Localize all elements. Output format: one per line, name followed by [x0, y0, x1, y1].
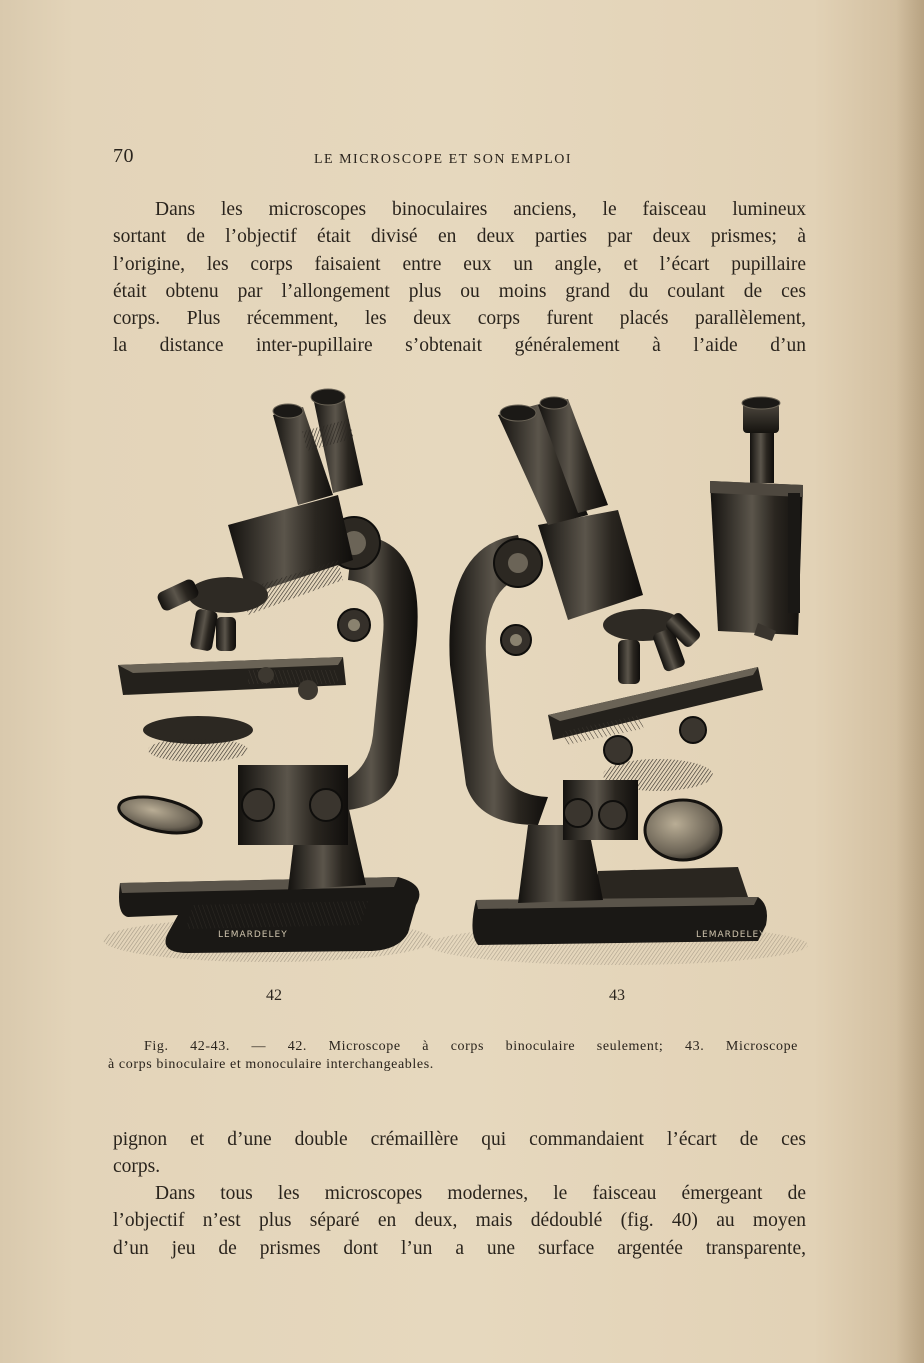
paragraph-line: corps. Plus récemment, les deux corps furent placés parallèlement,	[113, 308, 806, 330]
page-edge-shadow	[896, 0, 924, 1363]
paragraph-line: sortant de l’objectif était divisé en deux parties par deux prismes; à	[113, 226, 806, 248]
figure-caption	[108, 1038, 798, 1074]
microscope-42-drawing	[103, 389, 433, 962]
paragraph-line: d’un jeu de prismes dont l’un a une surface argentée transparente,	[113, 1237, 806, 1259]
paragraph-line: l’origine, les corps faisaient entre eux un angle, et l’écart pupillaire	[113, 253, 806, 275]
paragraph-line: l’objectif n’est plus séparé en deux, mais dédoublé (fig. 40) au moyen	[113, 1210, 806, 1232]
paragraph-line: Dans les microscopes binoculaires anciens, le faisceau lumineux	[155, 199, 806, 220]
paragraph-line: la distance inter-pupillaire s’obtenait généralement à l’aide d’un	[113, 335, 806, 357]
paragraph-line: Dans tous les microscopes modernes, le faisceau émergeant de	[155, 1183, 806, 1204]
paragraph-line: pignon et d’une double crémaillère qui commandaient l’écart de ces	[113, 1129, 806, 1150]
paragraph-line: était obtenu par l’allongement plus ou moins grand du coulant de ces	[113, 280, 806, 302]
paragraph-line: corps.	[113, 1156, 161, 1178]
running-head: LE MICROSCOPE ET SON EMPLOI	[314, 152, 573, 167]
engraver-signature-left: LEMARDELEY	[218, 930, 288, 940]
monocular-tube-drawing	[710, 397, 803, 641]
paragraph-3	[113, 1180, 806, 1262]
microscopes-engraving	[98, 385, 818, 965]
page-number: 70	[113, 145, 134, 167]
caption-line: à corps binoculaire et monoculaire interchangeables.	[108, 1057, 434, 1072]
caption-line: Fig. 42-43. — 42. Microscope à corps binoculaire seulement; 43. Microscope	[144, 1039, 798, 1054]
paragraph-1	[113, 196, 806, 360]
engraver-signature-right: LEMARDELEY	[696, 930, 766, 940]
figure-label-42: 42	[266, 987, 282, 1004]
paragraph-2	[113, 1126, 806, 1181]
figure-label-43: 43	[609, 987, 625, 1004]
